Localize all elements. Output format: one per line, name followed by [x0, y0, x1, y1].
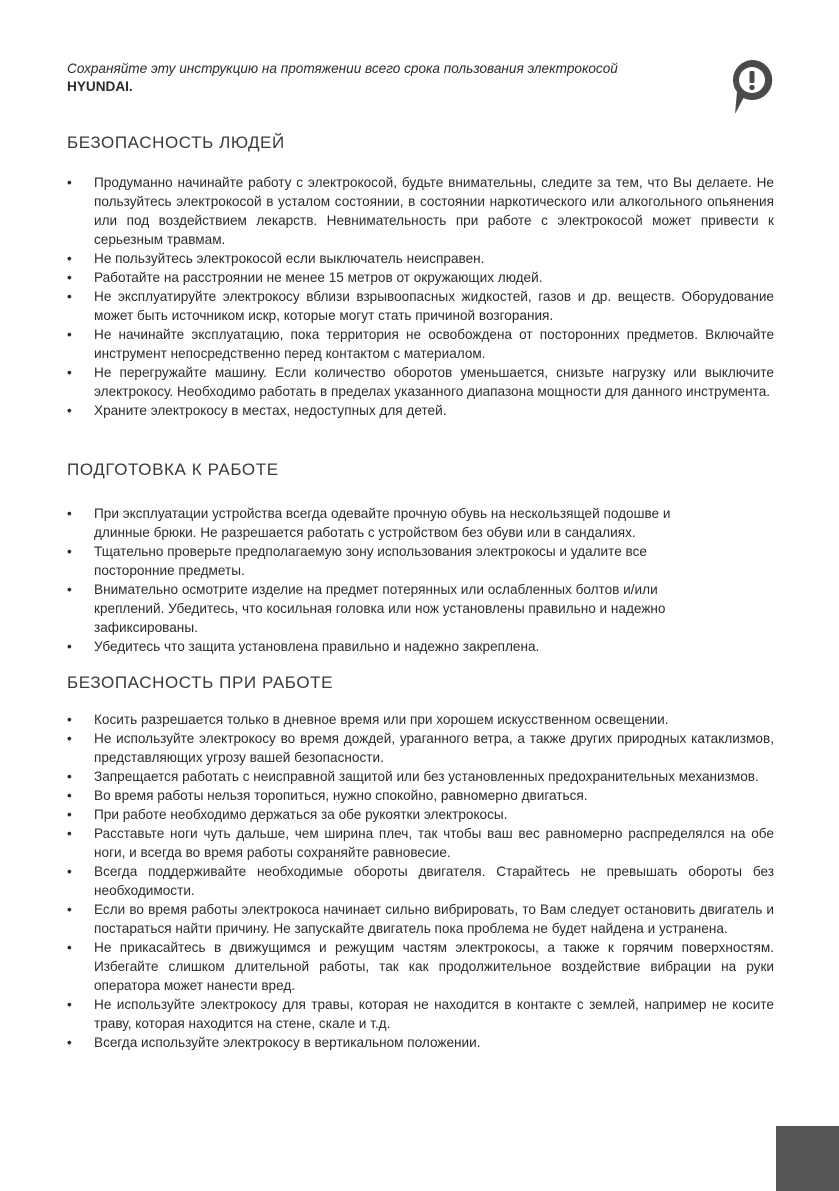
list-item: • При эксплуатации устройства всегда одевайте прочную обувь на нескользящей подошве и длинные брюки. Не разрешается работать с устройством без обуви или в сандалиях.: [67, 504, 774, 542]
page-corner-tab: [776, 1126, 839, 1191]
work-safety-list: [67, 710, 774, 1052]
section-title-preparation: ПОДГОТОВКА К РАБОТЕ: [67, 460, 279, 479]
list-item: • При работе необходимо держаться за обе рукоятки электрокосы.: [67, 805, 774, 824]
list-item: • Запрещается работать с неисправной защитой или без установленных предохранительных механизмов.: [67, 767, 774, 786]
people-safety-list: [67, 173, 774, 420]
list-item: • Во время работы нельзя торопиться, нужно спокойно, равномерно двигаться.: [67, 786, 774, 805]
list-item: • Убедитесь что защита установлена правильно и надежно закреплена.: [67, 637, 774, 656]
list-item: • Не пользуйтесь электрокосой если выключатель неисправен.: [67, 249, 774, 268]
list-item: • Не используйте электрокосу для травы, которая не находится в контакте с землей, например не косите траву, которая находится на стене, скале и т.д.: [67, 995, 774, 1033]
intro-italic-text: Сохраняйте эту инструкцию на протяжении всего срока пользования электрокосой: [67, 61, 618, 76]
list-item: • Продуманно начинайте работу с электрокосой, будьте внимательны, следите за тем, что Вы делаете. Не пользуйтесь электрокосой в усталом состоянии, в состоянии наркотического или алкогольного опьянения или под воздействием лекарств. Невнимательность при работе с электрокосой может привести к серьезным травмам.: [67, 173, 774, 249]
brand-name: HYUNDAI.: [67, 79, 133, 94]
preparation-list: [67, 504, 774, 656]
exclamation-pin-icon: [730, 58, 774, 118]
list-item: • Внимательно осмотрите изделие на предмет потерянных или ослабленных болтов и/или креплений. Убедитесь, что косильная головка или нож установлены правильно и надежно зафиксированы.: [67, 580, 774, 637]
list-item: • Всегда используйте электрокосу в вертикальном положении.: [67, 1033, 774, 1052]
list-item: • Если во время работы электрокоса начинает сильно вибрировать, то Вам следует остановить двигатель и постараться найти причину. Не запускайте двигатель пока проблема не будет найдена и устранена.: [67, 900, 774, 938]
list-item: • Не эксплуатируйте электрокосу вблизи взрывоопасных жидкостей, газов и др. веществ. Оборудование может быть источником искр, которые могут стать причиной возгорания.: [67, 287, 774, 325]
list-item: • Тщательно проверьте предполагаемую зону использования электрокосы и удалите все посторонние предметы.: [67, 542, 774, 580]
list-item: • Косить разрешается только в дневное время или при хорошем искусственном освещении.: [67, 710, 774, 729]
intro-note: [67, 60, 707, 96]
list-item: • Работайте на расстроянии не менее 15 метров от окружающих людей.: [67, 268, 774, 287]
list-item: • Не перегружайте машину. Если количество оборотов уменьшается, снизьте нагрузку или выключите электрокосу. Необходимо работать в пределах указанного диапазона мощности для данного инструмента.: [67, 363, 774, 401]
list-item: • Не прикасайтесь в движущимся и режущим частям электрокосы, а также к горячим поверхностям. Избегайте слишком длительной работы, так как продолжительное воздействие вибрации на руки оператора может нанести вред.: [67, 938, 774, 995]
list-item: • Всегда поддерживайте необходимые обороты двигателя. Старайтесь не превышать обороты без необходимости.: [67, 862, 774, 900]
list-item: • Храните электрокосу в местах, недоступных для детей.: [67, 401, 774, 420]
section-title-work-safety: БЕЗОПАСНОСТЬ ПРИ РАБОТЕ: [67, 673, 334, 692]
list-item: • Расставьте ноги чуть дальше, чем ширина плеч, так чтобы ваш вес равномерно распределялся на обе ноги, и всегда во время работы сохраняйте равновесие.: [67, 824, 774, 862]
list-item: • Не используйте электрокосу во время дождей, ураганного ветра, а также других природных катаклизмов, представляющих угрозу вашей безопасности.: [67, 729, 774, 767]
list-item: • Не начинайте эксплуатацию, пока территория не освобождена от посторонних предметов. Включайте инструмент непосредственно перед контактом с материалом.: [67, 325, 774, 363]
section-title-people-safety: БЕЗОПАСНОСТЬ ЛЮДЕЙ: [67, 133, 285, 152]
